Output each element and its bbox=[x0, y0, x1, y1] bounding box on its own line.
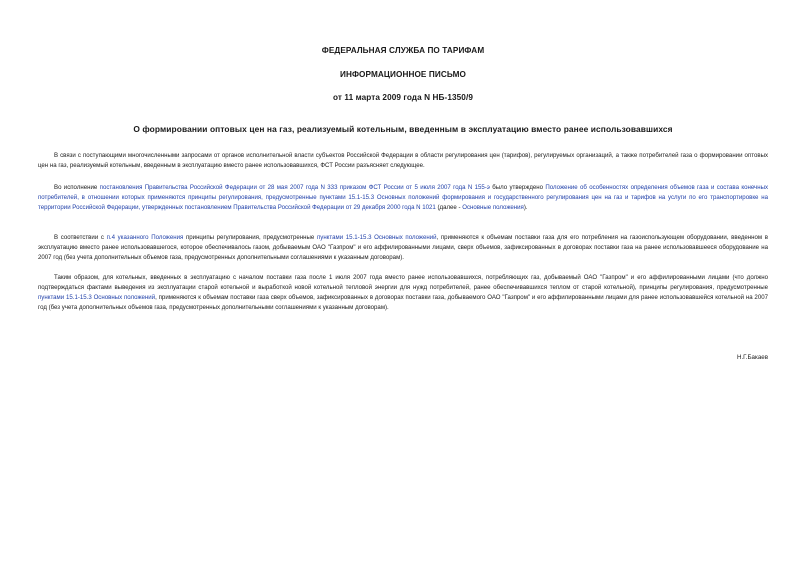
link-government-decree-333[interactable]: постановления Правительства Российской Федерации от 28 мая 2007 года N 333 bbox=[99, 184, 338, 191]
paragraph-3-text: принципы регулирования, предусмотренные bbox=[183, 234, 317, 241]
document-date-number: от 11 марта 2009 года N НБ-1350/9 bbox=[332, 93, 473, 102]
link-clauses-15-1-15-3[interactable]: пунктами 15.1-15.3 Основных положений bbox=[316, 234, 437, 241]
paragraph-3-text: В соответствии с bbox=[54, 234, 107, 241]
paragraph-4-text: , применяются к объемам поставки газа сверх объемов, зафиксированных в договорах поставки газа, добываемого ОАО "Газпром" и его аффилированными лицами для ранее использовавшейся котельной на 2007 год (без учета дополнительных объемов газа, предусмотренных дополнительными соглашениями к указанным договорам). bbox=[38, 293, 768, 311]
paragraph-2-text: было утверждено bbox=[489, 184, 546, 191]
paragraph-2 bbox=[38, 183, 768, 213]
link-regulation-provision[interactable]: Положение об особенностях определения объемов газа и состава конечных потребителей, в отношении которых применяются принципы регулирования, предусмотренные пунктами 15.1-15.3 Основных положений формирования и государственного регулирования цен на газ и тарифов на услуги по его транспортировке на территории Российской Федерации, утвержденных постановлением Правительства Российской Федерации от 29 декабря 2000 года N 1021 bbox=[38, 184, 768, 211]
document-type: ИНФОРМАЦИОННОЕ ПИСЬМО bbox=[339, 70, 467, 79]
link-basic-provisions[interactable]: Основные положения bbox=[462, 203, 524, 211]
link-clause-4[interactable]: п.4 указанного Положения bbox=[106, 234, 184, 241]
paragraph-1-text: В связи с поступающими многочисленными запросами от органов исполнительной власти субъектов Российской Федерации в области регулирования цен (тарифов), регулируемых организаций, а также потребителей газа о формировании оптовых цен на газ, реализуемый котельным, введенным в эксплуатацию вместо ранее использовавшихся, ФСТ России разъясняет следующее. bbox=[38, 152, 768, 169]
paragraph-3-text: , применяются к объемам поставки газа для его потребления на газоиспользующем оборудовании, введенном в эксплуатацию вместо ранее использовавшегося, которое обеспечивалось газом, добываемым ОАО "Газпром" и его аффилированными лицами, сверх объемов, зафиксированных в договорах поставки газа на ранее использовавшееся оборудование на 2007 год (без учета дополнительных объемов газа, предусмотренных дополнительными соглашениями к указанным договорам). bbox=[38, 234, 768, 261]
document-subject: О формировании оптовых цен на газ, реализуемый котельным, введенным в эксплуатацию вместо ранее использовавшихся bbox=[133, 124, 673, 134]
paragraph-4-text: Таким образом, для котельных, введенных в эксплуатацию с началом поставки газа после 1 июля 2007 года вместо ранее использовавшихся, потребляющих газ, добываемый ОАО "Газпром" и его аффилированными лицами (что должно подтверждаться фактами выведения из эксплуатации старой котельной и выработкой новой котельной тепловой энергии для нужд потребителей, ранее обеспечивавшихся теплом от старой котельной), принципы регулирования, предусмотренные bbox=[38, 274, 768, 291]
paragraph-2-text: ). bbox=[523, 203, 528, 211]
link-fst-order-155e[interactable]: приказом ФСТ России от 5 июля 2007 года N 155-э bbox=[339, 184, 490, 191]
paragraph-3 bbox=[38, 233, 768, 263]
link-clauses-15-1-15-3[interactable]: пунктами 15.1-15.3 Основных положений bbox=[38, 293, 156, 301]
paragraph-2-text: Во исполнение bbox=[54, 184, 100, 191]
agency-title: ФЕДЕРАЛЬНАЯ СЛУЖБА ПО ТАРИФАМ bbox=[321, 46, 485, 55]
paragraph-4 bbox=[38, 273, 768, 313]
signature: Н.Г.Бакаев bbox=[736, 354, 768, 361]
paragraph-1 bbox=[38, 151, 768, 171]
paragraph-2-text: (далее - bbox=[435, 203, 463, 211]
